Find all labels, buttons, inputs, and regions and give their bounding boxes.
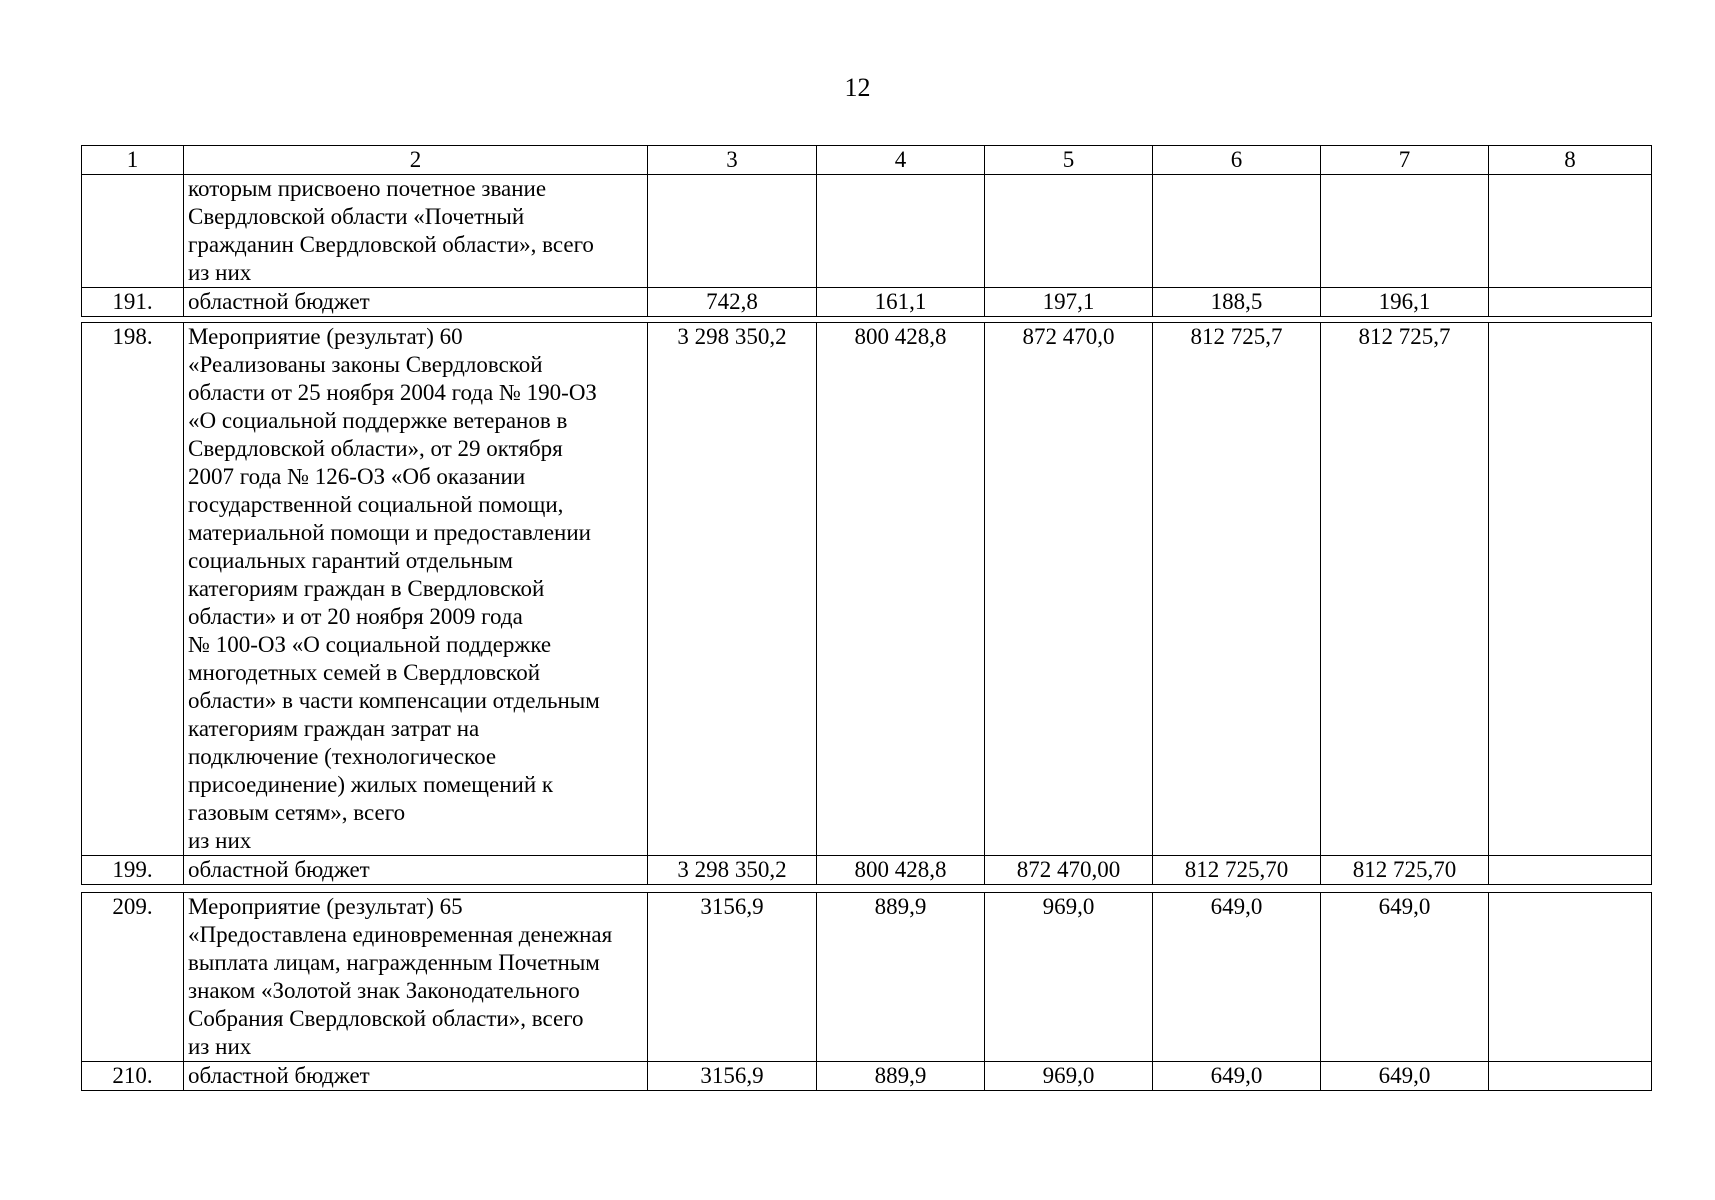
description-line: Мероприятие (результат) 65 [188, 894, 463, 919]
value-cell: 969,0 [985, 893, 1153, 1062]
header-row [82, 146, 1652, 175]
description-line: 2007 года № 126-ОЗ «Об оказании [188, 464, 526, 489]
row-description [184, 323, 648, 856]
description-line: «О социальной поддержке ветеранов в [188, 408, 568, 433]
description-line: категориям граждан затрат на [188, 716, 480, 741]
description-line: социальных гарантий отдельным [188, 548, 513, 573]
value-cell: 3 298 350,2 [648, 323, 817, 856]
header-cell: 1 [82, 146, 184, 175]
value-cell: 800 428,8 [817, 323, 985, 856]
value-cell: 812 725,7 [1321, 323, 1489, 856]
row-label: областной бюджет [184, 856, 648, 885]
value-cell: 742,8 [648, 288, 817, 317]
description-line: знаком «Золотой знак Законодательного [188, 978, 580, 1003]
description-line: «Предоставлена единовременная денежная [188, 922, 613, 947]
row-label: областной бюджет [184, 1062, 648, 1091]
value-cell: 3156,9 [648, 1062, 817, 1091]
value-cell: 649,0 [1153, 893, 1321, 1062]
header-cell: 5 [985, 146, 1153, 175]
value-cell [1489, 893, 1652, 1062]
value-cell: 889,9 [817, 893, 985, 1062]
value-cell: 197,1 [985, 288, 1153, 317]
row-description [184, 175, 648, 288]
description-line: Свердловской области», от 29 октября [188, 436, 563, 461]
description-line: Мероприятие (результат) 60 [188, 324, 463, 349]
description-line: области» в части компенсации отдельным [188, 688, 600, 713]
header-cell: 2 [184, 146, 648, 175]
value-cell [1321, 175, 1489, 288]
table-row [82, 288, 1652, 317]
header-cell: 6 [1153, 146, 1321, 175]
value-cell: 3156,9 [648, 893, 817, 1062]
value-cell: 649,0 [1153, 1062, 1321, 1091]
value-cell: 196,1 [1321, 288, 1489, 317]
value-cell: 3 298 350,2 [648, 856, 817, 885]
description-line: многодетных семей в Свердловской [188, 660, 541, 685]
description-line: выплата лицам, награжденным Почетным [188, 950, 600, 975]
description-line: Свердловской области «Почетный [188, 204, 525, 229]
value-cell [1489, 323, 1652, 856]
row-number: 209. [82, 893, 184, 1062]
value-cell [817, 175, 985, 288]
value-cell: 649,0 [1321, 1062, 1489, 1091]
description-line: категориям граждан в Свердловской [188, 576, 545, 601]
header-cell: 4 [817, 146, 985, 175]
description-line: «Реализованы законы Свердловской [188, 352, 543, 377]
value-cell: 812 725,70 [1321, 856, 1489, 885]
description-line: которым присвоено почетное звание [188, 176, 547, 201]
row-number: 191. [82, 288, 184, 317]
description-line: области» и от 20 ноября 2009 года [188, 604, 523, 629]
value-cell: 800 428,8 [817, 856, 985, 885]
value-cell [648, 175, 817, 288]
value-cell: 812 725,7 [1153, 323, 1321, 856]
value-cell [1489, 856, 1652, 885]
value-cell: 872 470,00 [985, 856, 1153, 885]
value-cell: 889,9 [817, 1062, 985, 1091]
description-line: области от 25 ноября 2004 года № 190-ОЗ [188, 380, 597, 405]
description-line: присоединение) жилых помещений к [188, 772, 554, 797]
row-number: 199. [82, 856, 184, 885]
table-row [82, 175, 1652, 288]
row-label: областной бюджет [184, 288, 648, 317]
table-block-1 [81, 145, 1652, 317]
table-row [82, 893, 1652, 1062]
page-number: 12 [844, 73, 871, 102]
description-line: Собрания Свердловской области», всего [188, 1006, 584, 1031]
description-line: из них [188, 1034, 252, 1059]
value-cell: 649,0 [1321, 893, 1489, 1062]
row-number: 198. [82, 323, 184, 856]
header-cell: 3 [648, 146, 817, 175]
description-line: подключение (технологическое [188, 744, 497, 769]
row-number: 210. [82, 1062, 184, 1091]
description-line: из них [188, 260, 252, 285]
header-cell: 8 [1489, 146, 1652, 175]
description-line: газовым сетям», всего [188, 800, 406, 825]
table-row [82, 1062, 1652, 1091]
table-row [82, 856, 1652, 885]
row-number [82, 175, 184, 288]
description-line: № 100-ОЗ «О социальной поддержке [188, 632, 552, 657]
value-cell [1489, 175, 1652, 288]
value-cell [1153, 175, 1321, 288]
description-line: из них [188, 828, 252, 853]
value-cell: 188,5 [1153, 288, 1321, 317]
table-block-2 [81, 322, 1652, 885]
value-cell: 969,0 [985, 1062, 1153, 1091]
description-line: материальной помощи и предоставлении [188, 520, 591, 545]
value-cell [1489, 1062, 1652, 1091]
table-row [82, 323, 1652, 856]
table-block-3 [81, 892, 1652, 1091]
value-cell [1489, 288, 1652, 317]
value-cell: 812 725,70 [1153, 856, 1321, 885]
row-description [184, 893, 648, 1062]
value-cell: 161,1 [817, 288, 985, 317]
header-cell: 7 [1321, 146, 1489, 175]
description-line: гражданин Свердловской области», всего [188, 232, 594, 257]
description-line: государственной социальной помощи, [188, 492, 564, 517]
value-cell: 872 470,0 [985, 323, 1153, 856]
value-cell [985, 175, 1153, 288]
